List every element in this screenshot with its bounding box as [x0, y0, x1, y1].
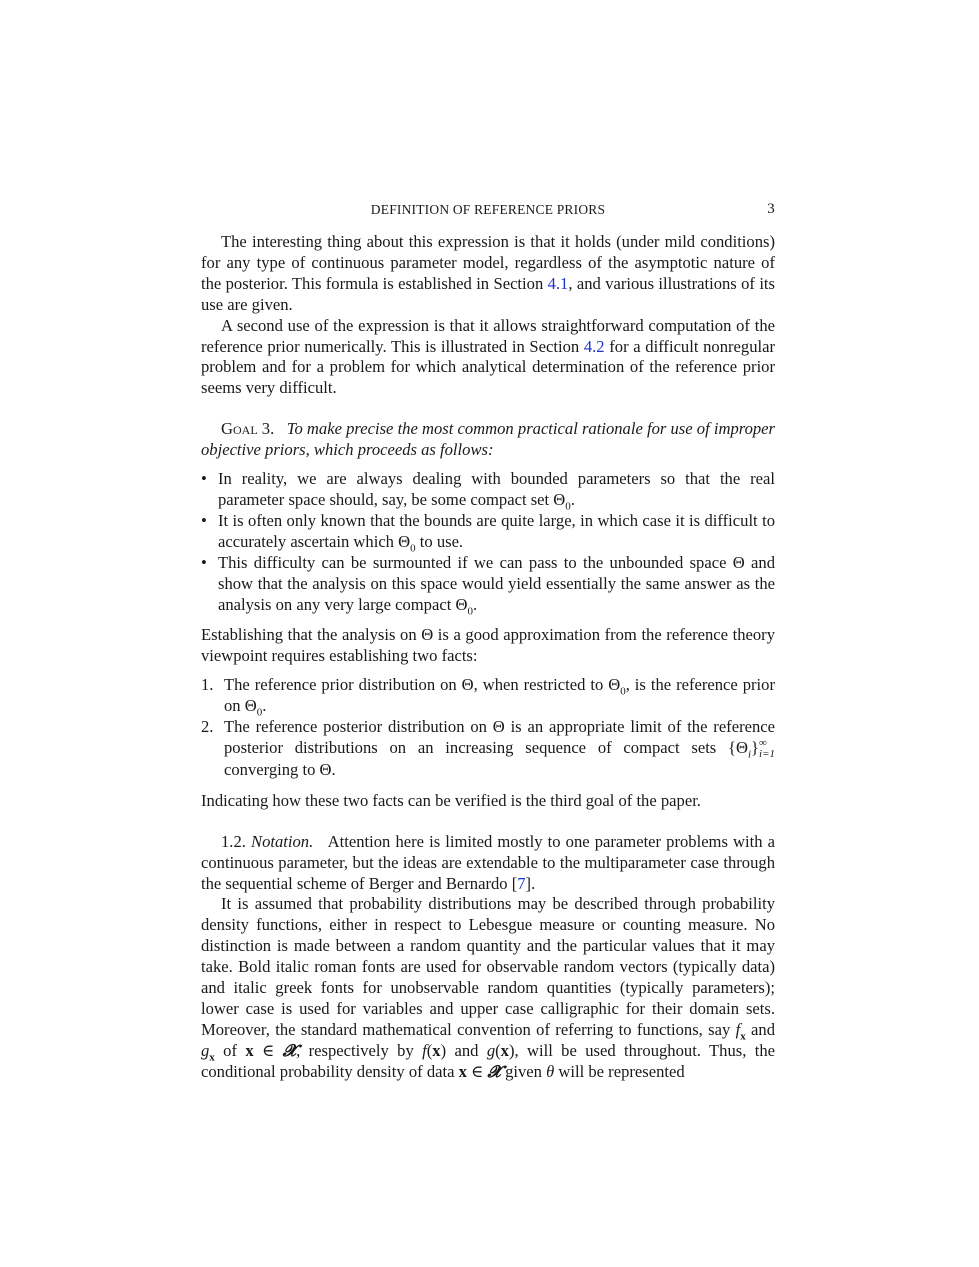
bullet-mark: •: [201, 510, 207, 530]
subscript: 0: [467, 604, 473, 617]
bullet-mark: •: [201, 552, 207, 572]
math-g: g: [486, 1040, 496, 1060]
paragraph-text: for a difficult nonregular problem and for a problem for which analytical determination of the reference prior seems very difficult.: [201, 336, 775, 398]
list-item: [201, 469, 775, 511]
paragraph-text: will be represented: [554, 1061, 685, 1081]
list-item: [201, 675, 775, 717]
list-item: [201, 511, 775, 553]
math-x: x: [458, 1061, 467, 1081]
paragraph-notation-conventions: [201, 894, 775, 1082]
math-paren: ): [440, 1040, 447, 1060]
math-f: f: [422, 1040, 427, 1060]
goal-3-label: Goal 3.: [221, 419, 275, 439]
paragraph-text: and: [446, 1040, 487, 1060]
math-paren: (: [495, 1040, 501, 1060]
paragraph-text: of: [214, 1040, 246, 1060]
page-number: 3: [767, 201, 775, 217]
paragraph-text: The interesting thing about this expression is that it holds (under mild conditions) for any type of continuous parameter model, regardless of the asymptotic nature of the posterior. This formula is established in Section: [201, 232, 775, 293]
list-item-text: , is the reference prior on Θ: [224, 675, 775, 716]
section-1-2-notation: [201, 832, 775, 895]
math-in: ∈: [466, 1061, 488, 1081]
rationale-bullet-list: [201, 469, 775, 615]
list-item-text: .: [262, 696, 267, 716]
math-calX: 𝓧: [487, 1061, 501, 1081]
list-item: [201, 717, 775, 781]
list-item-text: It is often only known that the bounds are quite large, in which case it is difficult to accurately ascertain which Θ: [218, 510, 775, 551]
section-link-4-2[interactable]: 4.2: [583, 336, 605, 356]
subscript: i: [747, 748, 752, 761]
running-head-title: DEFINITION OF REFERENCE PRIORS: [370, 202, 606, 217]
list-item-text: converging to Θ.: [224, 759, 336, 779]
subscript: 0: [620, 685, 626, 698]
goal-3-text: To make precise the most common practical rationale for use of improper objective priors, which proceeds as follows:: [201, 419, 775, 460]
math-x: x: [209, 1051, 215, 1064]
math-x: x: [432, 1040, 441, 1060]
math-paren: ): [508, 1040, 515, 1060]
section-number: 1.2.: [221, 831, 246, 851]
paragraph-text: , respectively by: [296, 1040, 423, 1060]
section-link-4-1[interactable]: 4.1: [547, 273, 569, 293]
paragraph-text: , and various illustrations of its use are given.: [201, 273, 775, 314]
bullet-mark: •: [201, 469, 207, 489]
paragraph-text: given: [500, 1061, 547, 1081]
subscript: 0: [565, 500, 571, 513]
math-paren: (: [426, 1040, 433, 1060]
math-f: f: [735, 1019, 741, 1039]
paragraph-text: It is assumed that probability distributions may be described through probability density functions, either in respect to Lebesgue measure or counting measure. No distinction is made between a random quantity and the particular values that it may take. Bold italic roman fonts are used for observable random vectors (typically data) and italic greek fonts for unobservable random quantities (typically parameters); lower case is used for variables and upper case calligraphic for their domain sets. Moreover, the standard mathematical convention of referring to functions, say: [201, 894, 775, 1039]
math-g: g: [201, 1040, 210, 1060]
list-item-text: In reality, we are always dealing with bounded parameters so that the real parameter space should, say, be some compact set Θ: [218, 469, 775, 509]
paragraph-text: ].: [525, 873, 536, 893]
paragraph-text: Attention here is limited mostly to one parameter problems with a continuous parameter, but the ideas are extendable to the multiparameter case through the sequential scheme of Berger and Bernardo [: [201, 831, 775, 893]
paragraph-establishing: Establishing that the analysis on Θ is a good approximation from the reference theory viewpoint requires establishing two facts:: [201, 625, 775, 666]
paragraph-text: A second use of the expression is that it allows straightforward computation of the reference prior numerically. This is illustrated in Section: [201, 315, 775, 356]
math-x: x: [740, 1030, 746, 1043]
list-item-text: }: [751, 737, 760, 757]
math-calX: 𝓧: [282, 1040, 297, 1060]
goal-3: [201, 419, 775, 461]
list-item: [201, 553, 775, 616]
list-item-text: The reference posterior distribution on Θ is an appropriate limit of the reference posterior distributions on an increasing sequence of compact sets {Θ: [224, 717, 775, 757]
list-item-text: The reference prior distribution on Θ, when restricted to Θ: [224, 675, 621, 695]
paragraph-numerical-computation: [201, 316, 775, 400]
paragraph-text: and: [745, 1019, 775, 1039]
math-theta: θ: [546, 1061, 555, 1081]
list-item-text: .: [570, 489, 575, 509]
math-x: x: [245, 1040, 254, 1060]
list-item-text: .: [472, 594, 478, 614]
paper-page: [201, 196, 775, 1083]
enum-mark: 2.: [201, 717, 214, 737]
running-head: [201, 196, 775, 218]
paragraph-third-goal: Indicating how these two facts can be verified is the third goal of the paper.: [201, 790, 701, 810]
list-item-text: This difficulty can be surmounted if we can pass to the unbounded space Θ and show that the analysis on this space would yield essentially the same answer as the analysis on any very large compact Θ: [218, 552, 775, 614]
facts-list: [201, 675, 775, 781]
enum-mark: 1.: [201, 675, 214, 695]
section-title: Notation.: [251, 831, 314, 851]
subscript: i=1: [759, 747, 775, 760]
math-in: ∈: [253, 1040, 283, 1060]
superscript: ∞: [759, 736, 767, 749]
paragraph-text: , will be used throughout. Thus, the conditional probability density of data: [201, 1040, 775, 1081]
subscript: 0: [410, 542, 416, 555]
subscript: 0: [256, 706, 263, 719]
list-item-text: to use.: [415, 531, 464, 551]
citation-link-7[interactable]: 7: [517, 873, 526, 893]
math-x: x: [500, 1040, 509, 1060]
paragraph-expression-holds: [201, 232, 775, 316]
